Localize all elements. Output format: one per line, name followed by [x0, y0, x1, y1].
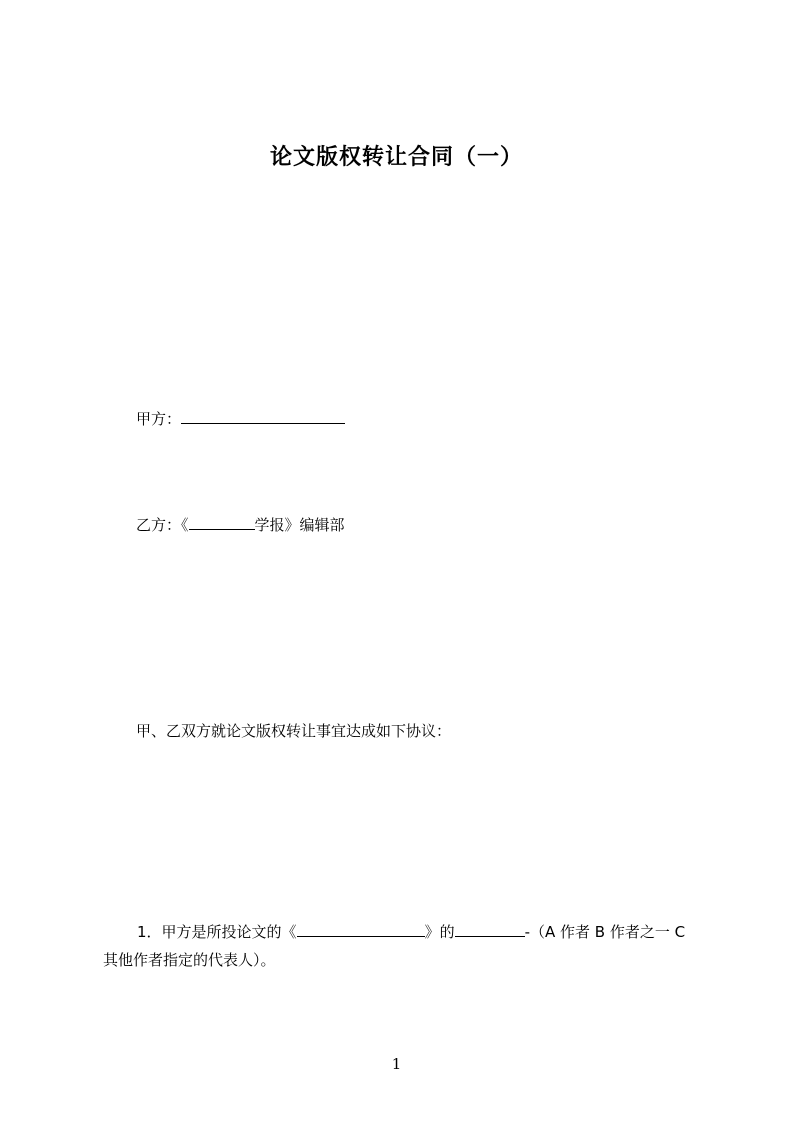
party-b-label: 乙方：《 — [136, 516, 189, 534]
author-role-blank — [455, 922, 525, 937]
party-b-suffix: 学报》编辑部 — [254, 516, 345, 534]
party-b-journal-blank — [189, 515, 255, 530]
clause-1 — [103, 918, 703, 974]
party-b-line — [136, 514, 345, 535]
clause-1-text-middle: 》的 — [424, 923, 455, 941]
party-a-label: 甲方： — [136, 410, 182, 428]
page-number: 1 — [391, 1055, 402, 1073]
paper-title-blank — [297, 922, 425, 937]
party-a-blank — [181, 409, 345, 424]
clause-1-text-after: -（A 作者 B 作者之一 C 其他作者指定的代表人）。 — [103, 923, 686, 969]
clause-1-text-before: 甲方是所投论文的《 — [161, 923, 297, 941]
clause-1-number: 1． — [137, 923, 162, 941]
party-a-line — [136, 408, 345, 429]
document-title: 论文版权转让合同（一） — [269, 145, 523, 170]
agreement-intro: 甲、乙双方就论文版权转让事宜达成如下协议： — [136, 722, 452, 740]
